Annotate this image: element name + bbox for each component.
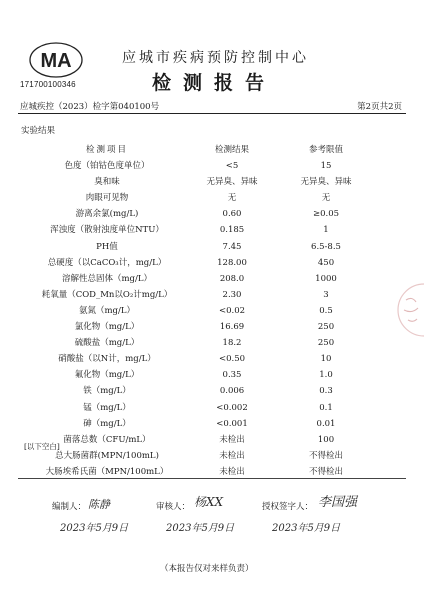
document-number: 应城疾控（2023）检字第040100号 <box>20 102 160 112</box>
row-result: 18.2 <box>222 338 242 349</box>
row-limit: 450 <box>317 257 335 268</box>
row-limit: 3 <box>323 289 329 300</box>
row-item: 游离余氯(mg/L) <box>75 209 139 220</box>
row-item: 肉眼可见物 <box>85 193 129 204</box>
row-result: 7.45 <box>222 241 242 252</box>
row-limit: 10 <box>320 354 332 365</box>
table-row <box>22 367 406 383</box>
header-limit: 参考限值 <box>308 145 343 155</box>
header-result: 检测结果 <box>214 145 249 155</box>
row-result: 未检出 <box>219 434 245 445</box>
row-limit: ≥0.05 <box>312 209 340 220</box>
table-row <box>22 271 406 287</box>
row-item: 锰（mg/L） <box>83 402 131 413</box>
approver-label: 授权签字人： <box>262 502 314 512</box>
row-item: 大肠埃希氏菌（MPN/100mL） <box>45 466 169 477</box>
row-limit: 100 <box>317 434 335 445</box>
blank-below-note: [以下空白] <box>24 442 60 451</box>
row-limit: 6.5-8.5 <box>311 241 341 252</box>
section-label: 实验结果 <box>21 126 56 136</box>
table-row <box>22 174 406 190</box>
table-row <box>22 190 406 206</box>
row-result: <0.001 <box>216 418 248 429</box>
row-item: 臭和味 <box>94 177 120 188</box>
table-row <box>22 432 406 448</box>
reviewer-label: 审核人： <box>156 502 191 512</box>
disclaimer: （本报告仅对来样负责） <box>160 564 254 574</box>
row-result: 128.00 <box>217 257 247 268</box>
table-row <box>22 383 406 399</box>
row-limit: 0.5 <box>319 305 333 316</box>
row-item: 总大肠菌群(MPN/100mL) <box>55 450 159 461</box>
row-item: 硫酸盐（mg/L） <box>74 338 140 349</box>
row-limit: 15 <box>320 161 332 172</box>
row-limit: 不得检出 <box>308 450 343 461</box>
table-row <box>22 158 406 174</box>
organization-name: 应城市疾病预防控制中心 <box>122 50 309 66</box>
table-row <box>22 448 406 464</box>
row-limit: 1 <box>323 225 329 236</box>
signature-divider <box>18 478 406 479</box>
report-title: 检测报告 <box>152 72 277 94</box>
ma-logo-text: MA <box>40 50 72 72</box>
row-item: 氨氮（mg/L） <box>78 305 135 316</box>
row-result: <0.50 <box>218 354 246 365</box>
row-item: 铁（mg/L） <box>83 386 131 397</box>
ma-certification-code: 171700100346 <box>20 80 76 89</box>
row-item: 总硬度（以CaCO₃计，mg/L） <box>47 257 167 268</box>
row-limit: 0.1 <box>319 402 333 413</box>
official-seal-stamp <box>384 280 424 340</box>
table-row <box>22 400 406 416</box>
reviewer-date: 2023年5月9日 <box>166 523 235 534</box>
table-header-row <box>22 142 406 158</box>
row-limit: 0.3 <box>319 386 333 397</box>
header-divider <box>18 113 406 114</box>
compiler-signature: 陈静 <box>88 498 110 511</box>
row-item: 溶解性总固体（mg/L） <box>61 273 152 284</box>
row-result: 无异臭、异味 <box>206 177 258 188</box>
row-result: <0.002 <box>216 402 248 413</box>
row-item: 色度（铂钴色度单位） <box>64 161 150 172</box>
table-row <box>22 255 406 271</box>
table-row <box>22 335 406 351</box>
row-result: <5 <box>225 161 239 172</box>
results-table <box>22 142 406 480</box>
approver-date: 2023年5月9日 <box>272 523 341 534</box>
row-item: PH值 <box>96 241 118 252</box>
row-item: 浑浊度（散射浊度单位NTU） <box>50 225 164 236</box>
reviewer-signature: 杨XX <box>194 495 224 509</box>
compiler-date: 2023年5月9日 <box>60 523 129 534</box>
row-item: 菌落总数（CFU/mL） <box>63 434 151 445</box>
table-row <box>22 351 406 367</box>
row-item: 砷（mg/L） <box>83 418 131 429</box>
row-limit: 1000 <box>315 273 337 284</box>
approver-signature: 李国强 <box>318 495 358 510</box>
row-limit: 250 <box>317 322 335 333</box>
row-result: 无 <box>227 193 237 204</box>
row-limit: 0.01 <box>316 418 336 429</box>
table-row <box>22 222 406 238</box>
row-limit: 无 <box>321 193 331 204</box>
header-item: 检测项目 <box>85 145 128 155</box>
table-row <box>22 239 406 255</box>
row-result: 0.35 <box>222 370 242 381</box>
row-item: 耗氧量（COD_Mn以O₂计mg/L） <box>41 289 173 300</box>
table-row <box>22 206 406 222</box>
row-limit: 无异臭、异味 <box>300 177 352 188</box>
row-result: 208.0 <box>219 273 245 284</box>
row-item: 硝酸盐（以N计，mg/L） <box>58 354 156 365</box>
table-row <box>22 303 406 319</box>
page-number: 第2页共2页 <box>357 102 402 112</box>
row-result: 0.006 <box>219 386 245 397</box>
row-limit: 1.0 <box>319 370 333 381</box>
row-result: 0.185 <box>219 225 245 236</box>
compiler-label: 编制人： <box>52 502 87 512</box>
table-row <box>22 287 406 303</box>
table-row <box>22 319 406 335</box>
row-result: <0.02 <box>218 305 246 316</box>
row-item: 氯化物（mg/L） <box>74 322 140 333</box>
row-result: 未检出 <box>219 450 245 461</box>
row-result: 未检出 <box>219 466 245 477</box>
row-item: 氟化物（mg/L） <box>74 370 140 381</box>
row-result: 0.60 <box>222 209 242 220</box>
row-result: 2.30 <box>222 289 242 300</box>
table-row <box>22 416 406 432</box>
row-limit: 不得检出 <box>308 466 343 477</box>
row-limit: 250 <box>317 338 335 349</box>
row-result: 16.69 <box>219 322 245 333</box>
